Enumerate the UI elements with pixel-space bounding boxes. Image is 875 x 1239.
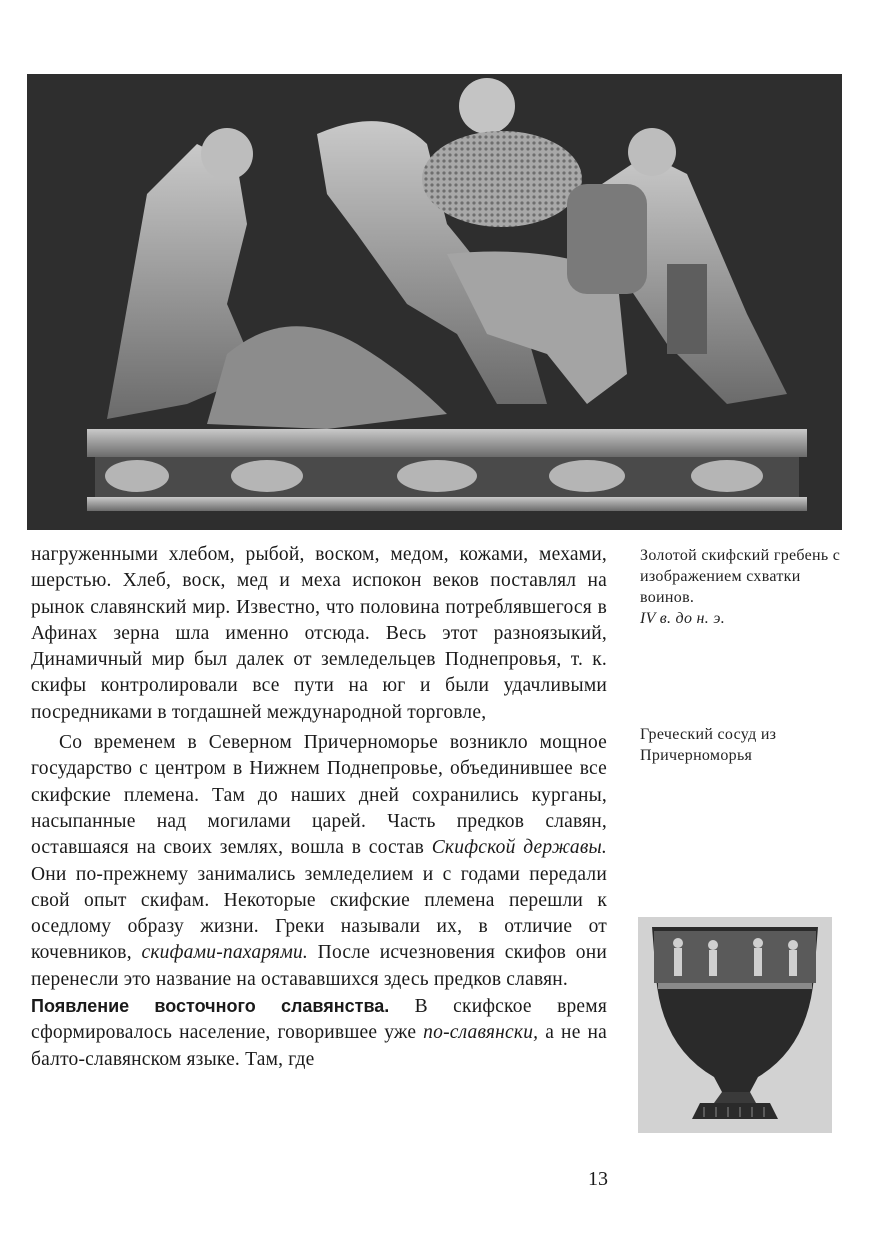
comb-caption-date: IV в. до н. э. (640, 610, 726, 627)
main-text-column (31, 542, 607, 1073)
term-scythians-ploughmen: скифами-пахарями. (141, 942, 308, 964)
section-heading: Появление восточного славянства. (31, 996, 390, 1017)
scythian-comb-photo (27, 74, 842, 530)
term-in-slavic: по-славянски, (423, 1022, 539, 1044)
paragraph-2-part-1: Со временем в Северном Причерноморье возникло мощное государство с центром в Нижнем Поднепровье, объединившее все скифские племена. Там до наших дней сохранились курганы, насыпанные над могилами царей. Часть предков славян, оставшаяся на своих землях, вошла в состав (31, 732, 607, 859)
vase-caption-text: Греческий сосуд из Причерноморья (640, 726, 777, 764)
comb-caption (640, 545, 850, 629)
paragraph-2-part-2: Они по-прежнему занимались земледелием и с годами передали свой опыт скифам. Некоторые скифские племена перешли к оседлому образу жизни. Греки называли их, в отличие от кочевников, (31, 863, 607, 964)
paragraph-3-part-1: В скифское время сформировалось население, говорившее уже (31, 996, 607, 1044)
paragraph-3 (31, 993, 607, 1073)
comb-caption-text: Золотой скифский гребень с изображением схватки воинов. (640, 547, 841, 606)
greek-vase-photo (638, 917, 832, 1133)
paragraph-1: нагруженными хлебом, рыбой, воском, медом, кожами, мехами, шерстью. Хлеб, воск, мед и меха испокон веков поставлял на рынок славянский мир. Известно, что половина потреблявшегося в Афинах зерна шла именно отсюда. Весь этот разноязыкий, Динамичный мир был далек от земледельцев Поднепровья, т. к. скифы контролировали все пути на юг и были удачливыми посредниками в тогдашней международной торговле, (31, 544, 607, 723)
term-scythian-state: Скифской державы. (431, 837, 607, 859)
scythian-comb-illustration (27, 74, 842, 530)
paragraph-2-part-3: После исчезновения скифов они перенесли это название на остававшихся здесь предков славян. (31, 942, 607, 990)
paragraph-3-part-2: а не на балто-славянском языке. Там, где (31, 1022, 608, 1070)
page-number: 13 (588, 1168, 608, 1190)
vase-caption (640, 724, 850, 766)
paragraph-2 (31, 730, 607, 993)
greek-vase-illustration (638, 917, 832, 1133)
